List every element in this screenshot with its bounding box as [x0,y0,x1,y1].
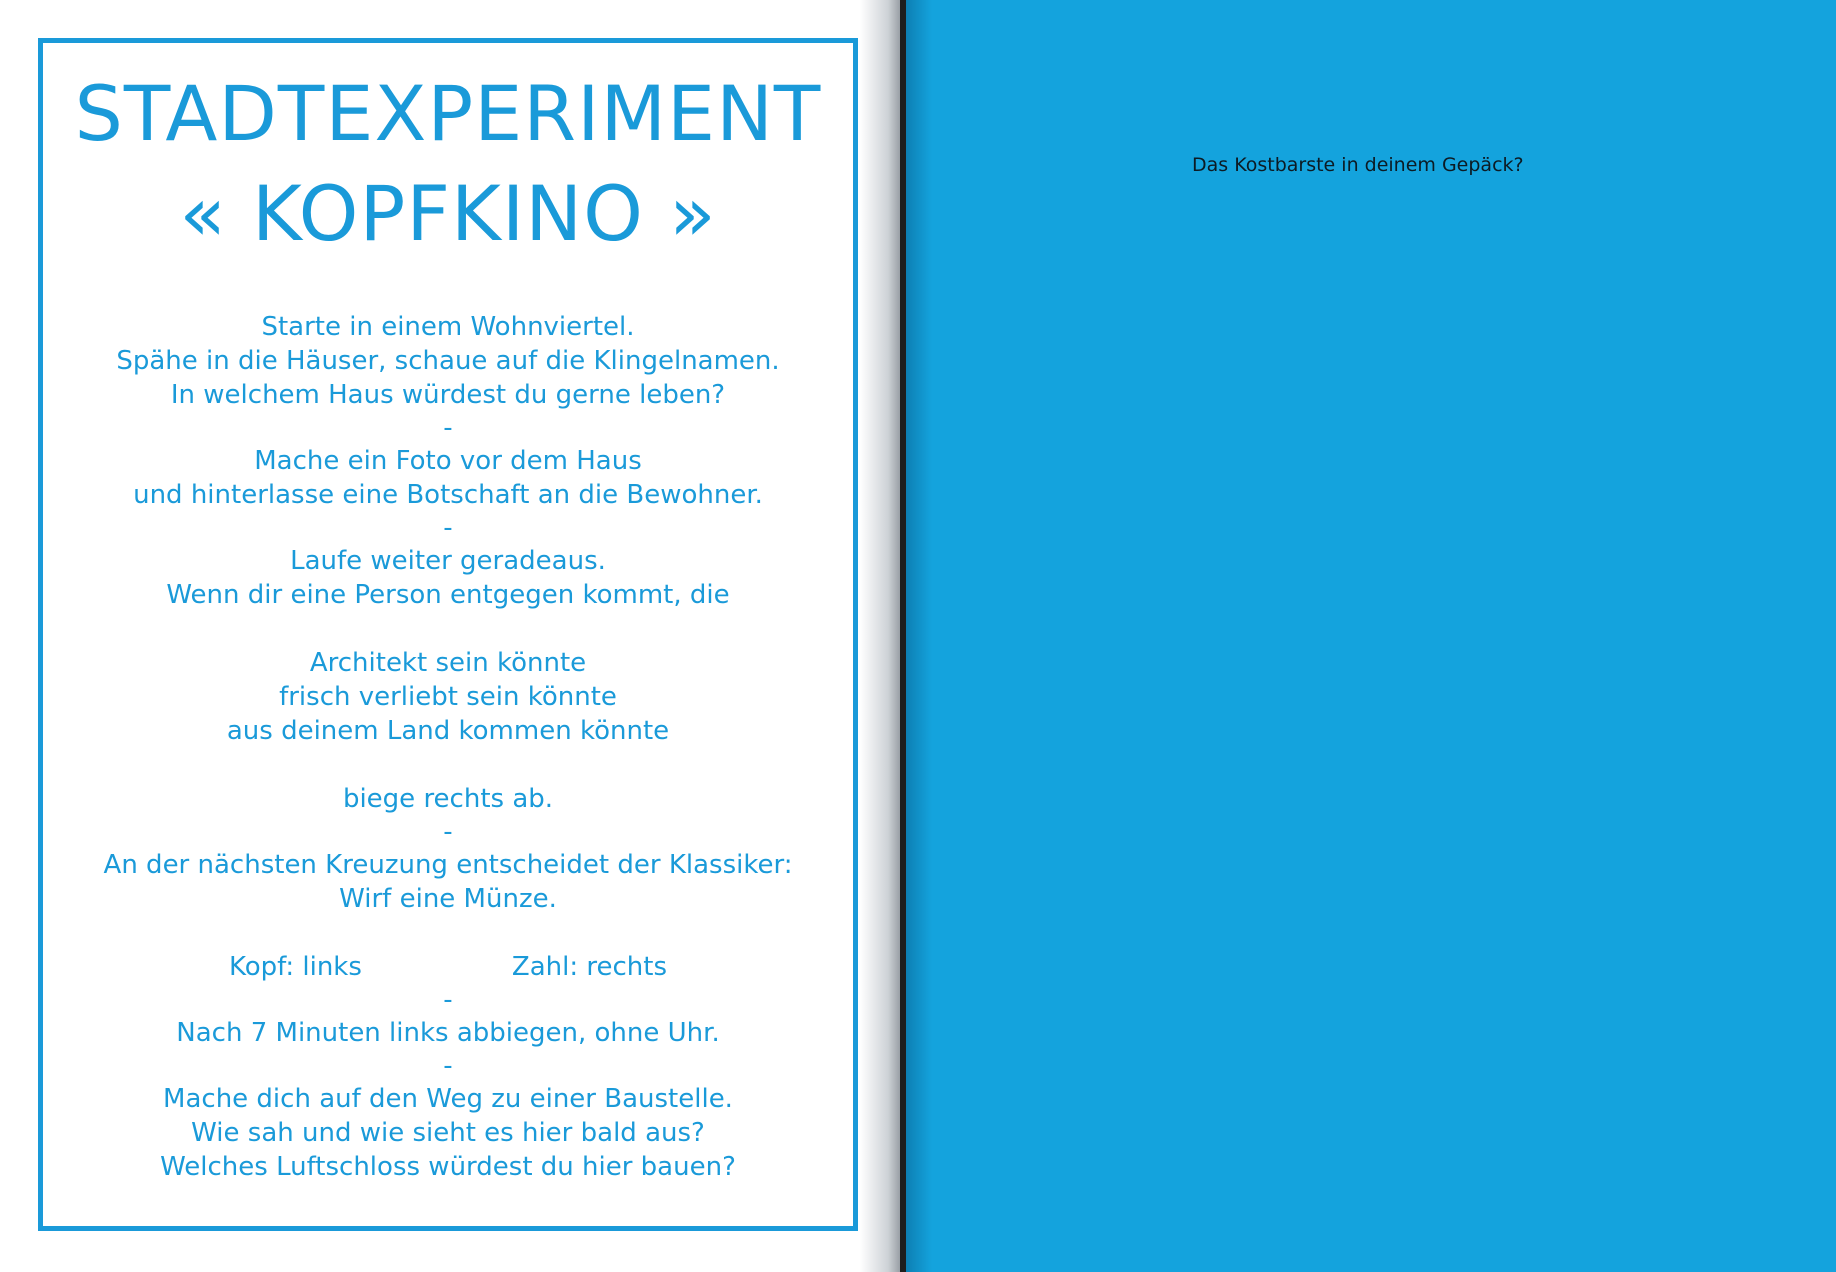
instruction-block-2 [38,444,858,512]
right-gutter-shadow [906,0,932,1272]
text-line: Nach 7 Minuten links abbiegen, ohne Uhr. [176,1018,720,1048]
instruction-block-5 [38,782,858,816]
text-line: Starte in einem Wohnviertel. [261,312,635,342]
text-line: An der nächsten Kreuzung entscheidet der Klassiker: [103,850,793,880]
gutter-shadow [860,0,900,1272]
text-line: Spähe in die Häuser, schaue auf die Klingelnamen. [116,346,780,376]
instruction-block-4 [38,646,858,748]
spacer [38,612,858,646]
text-line: Mache ein Foto vor dem Haus [254,446,642,476]
instruction-block-8 [38,1082,858,1184]
text-line: Welches Luftschloss würdest du hier bauen? [160,1152,736,1182]
instruction-block-3 [38,544,858,612]
text-line: Mache dich auf den Weg zu einer Baustelle. [163,1084,733,1114]
text-line: und hinterlasse eine Botschaft an die Bewohner. [133,480,763,510]
title-line-1: STADTEXPERIMENT [74,69,822,158]
text-line: frisch verliebt sein könnte [279,682,617,712]
instruction-block-6 [38,848,858,916]
dash-separator: - [443,985,453,1015]
text-line: aus deinem Land kommen könnte [226,716,670,746]
right-page-question: Das Kostbarste in deinem Gepäck? [1192,154,1524,176]
dash-separator: - [443,513,453,543]
instruction-block-1 [38,310,858,412]
text-line: Laufe weiter geradeaus. [290,546,606,576]
text-line: Architekt sein könnte [309,648,587,678]
dash-separator: - [443,1051,453,1081]
spacer [38,748,858,782]
instruction-block-7 [38,1016,858,1050]
coin-heads-label: Kopf: links [228,952,362,982]
dash-separator: - [443,817,453,847]
coin-toss-row [38,950,858,984]
spacer [38,916,858,950]
text-line: biege rechts ab. [342,784,554,814]
instructions [38,310,858,1184]
text-line: Wenn dir eine Person entgegen kommt, die [166,580,730,610]
coin-tails-label: Zahl: rechts [511,952,668,982]
right-page [906,0,1836,1272]
left-page-content [38,38,858,1184]
dash-separator: - [443,413,453,443]
text-line: Wirf eine Münze. [339,884,557,914]
text-line: Wie sah und wie sieht es hier bald aus? [191,1118,705,1148]
title-line-2: « KOPFKINO » [179,169,717,258]
text-line: In welchem Haus würdest du gerne leben? [170,380,726,410]
page-title [38,64,858,264]
